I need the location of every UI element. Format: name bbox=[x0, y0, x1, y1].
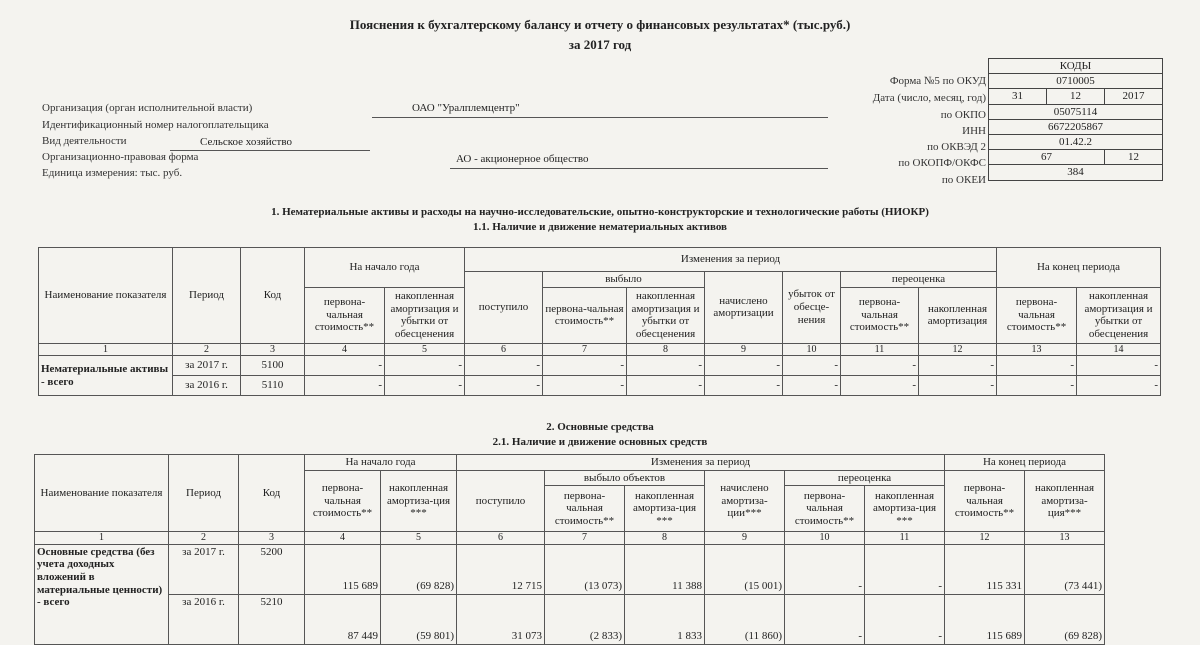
column-number: 7 bbox=[545, 532, 625, 545]
value-cell: - bbox=[997, 376, 1077, 396]
section2-title: 2. Основные средства bbox=[546, 421, 654, 433]
value-cell: - bbox=[305, 356, 385, 376]
value-cell: - bbox=[627, 376, 705, 396]
s2-h-initial12: первона-чальная стоимость** bbox=[945, 470, 1025, 532]
s2-h-amort: начислено амортиза-ции*** bbox=[705, 470, 785, 532]
s1-h-initial11: первона-чальная стоимость** bbox=[841, 287, 919, 343]
s2-h-start: На начало года bbox=[305, 455, 457, 471]
value-cell: (59 801) bbox=[381, 594, 457, 644]
okfs-value: 12 bbox=[1105, 150, 1163, 165]
column-number: 4 bbox=[305, 532, 381, 545]
column-number: 11 bbox=[841, 343, 919, 356]
table-row bbox=[39, 356, 1161, 376]
okved-value: 01.42.2 bbox=[989, 134, 1163, 149]
value-cell: - bbox=[785, 544, 865, 594]
value-cell: (2 833) bbox=[545, 594, 625, 644]
s2-h-code: Код bbox=[239, 455, 305, 532]
s2-h-initial10: первона-чальная стоимость** bbox=[785, 486, 865, 532]
value-cell: (11 860) bbox=[705, 594, 785, 644]
date-year: 2017 bbox=[1105, 89, 1163, 104]
intangible-assets-table bbox=[38, 247, 1161, 396]
okopf-label: по ОКОПФ/ОКФС bbox=[898, 157, 986, 169]
section1-subtitle: 1.1. Наличие и движение нематериальных активов bbox=[472, 221, 727, 233]
column-number: 2 bbox=[169, 532, 239, 545]
report-title: Пояснения к бухгалтерскому балансу и отчету о финансовых результатах* (тыс.руб.) bbox=[349, 17, 851, 32]
value-cell: - bbox=[783, 356, 841, 376]
date-month: 12 bbox=[1047, 89, 1105, 104]
s2-h-accum8: накопленная амортиза-ция *** bbox=[625, 486, 705, 532]
s2-h-received: поступило bbox=[457, 470, 545, 532]
legal-form-label: Организационно-правовая форма bbox=[42, 151, 199, 163]
inn-value: 6672205867 bbox=[989, 119, 1163, 134]
column-number: 10 bbox=[785, 532, 865, 545]
s2-row-name: Основные средства (без учета доходных вложений в материальные ценности) - всего bbox=[35, 544, 169, 644]
value-cell: - bbox=[465, 376, 543, 396]
value-cell: - bbox=[841, 356, 919, 376]
value-cell: - bbox=[1077, 376, 1161, 396]
value-cell: - bbox=[627, 356, 705, 376]
s2-column-numbers bbox=[35, 532, 1105, 545]
s1-h-amort: начислено амортизации bbox=[705, 272, 783, 344]
section1-title: 1. Нематериальные активы и расходы на научно-исследовательские, опытно-конструкторские и технологические работы (НИОКР) bbox=[271, 206, 929, 218]
value-cell: - bbox=[783, 376, 841, 396]
s1-h-initial: первона-чальная стоимость** bbox=[305, 287, 385, 343]
value-cell: - bbox=[543, 356, 627, 376]
value-cell: - bbox=[865, 544, 945, 594]
s1-h-name: Наименование показателя bbox=[39, 248, 173, 344]
s1-h-code: Код bbox=[241, 248, 305, 344]
inn-code-label: ИНН bbox=[962, 125, 986, 137]
codes-table bbox=[988, 58, 1163, 181]
s2-h-end: На конец периода bbox=[945, 455, 1105, 471]
date-day: 31 bbox=[989, 89, 1047, 104]
s2-h-accum13: накопленная амортиза-ция*** bbox=[1025, 470, 1105, 532]
s1-h-end: На конец периода bbox=[997, 248, 1161, 288]
value-cell: - bbox=[1077, 356, 1161, 376]
codes-header: КОДЫ bbox=[989, 59, 1163, 74]
column-number: 6 bbox=[457, 532, 545, 545]
okud-label: Форма №5 по ОКУД bbox=[889, 75, 986, 87]
period-cell: за 2017 г. bbox=[173, 356, 241, 376]
value-cell: - bbox=[919, 356, 997, 376]
code-cell: 5210 bbox=[239, 594, 305, 644]
column-number: 2 bbox=[173, 343, 241, 356]
column-number: 6 bbox=[465, 343, 543, 356]
s2-h-period: Период bbox=[169, 455, 239, 532]
section2-subtitle: 2.1. Наличие и движение основных средств bbox=[492, 436, 708, 448]
column-number: 7 bbox=[543, 343, 627, 356]
column-number: 9 bbox=[705, 343, 783, 356]
s1-h-changes: Изменения за период bbox=[465, 248, 997, 272]
date-label: Дата (число, месяц, год) bbox=[872, 92, 986, 104]
value-cell: (73 441) bbox=[1025, 544, 1105, 594]
s2-h-initial: первона-чальная стоимость** bbox=[305, 470, 381, 532]
activity-value: Сельское хозяйство bbox=[200, 136, 292, 148]
value-cell: - bbox=[785, 594, 865, 644]
value-cell: - bbox=[543, 376, 627, 396]
column-number: 4 bbox=[305, 343, 385, 356]
org-value: ОАО "Уралплемцентр" bbox=[412, 102, 520, 114]
column-number: 10 bbox=[783, 343, 841, 356]
column-number: 14 bbox=[1077, 343, 1161, 356]
s1-h-revalue: переоценка bbox=[841, 272, 997, 288]
s1-h-accum8: накопленная амортизация и убытки от обесценения bbox=[627, 287, 705, 343]
value-cell: 31 073 bbox=[457, 594, 545, 644]
s1-h-loss: убыток от обесце-нения bbox=[783, 272, 841, 344]
column-number: 5 bbox=[381, 532, 457, 545]
value-cell: - bbox=[841, 376, 919, 396]
s1-h-initial7: первона-чальная стоимость** bbox=[543, 287, 627, 343]
value-cell: - bbox=[465, 356, 543, 376]
s2-h-accum: накопленная амортиза-ция *** bbox=[381, 470, 457, 532]
fixed-assets-table bbox=[34, 454, 1105, 645]
column-number: 3 bbox=[241, 343, 305, 356]
code-cell: 5100 bbox=[241, 356, 305, 376]
column-number: 1 bbox=[39, 343, 173, 356]
okei-value: 384 bbox=[989, 165, 1163, 180]
s2-h-revalue: переоценка bbox=[785, 470, 945, 486]
value-cell: 115 689 bbox=[945, 594, 1025, 644]
column-number: 12 bbox=[919, 343, 997, 356]
okopf-value: 67 bbox=[989, 150, 1105, 165]
value-cell: - bbox=[305, 376, 385, 396]
code-cell: 5200 bbox=[239, 544, 305, 594]
column-number: 12 bbox=[945, 532, 1025, 545]
column-number: 5 bbox=[385, 343, 465, 356]
value-cell: - bbox=[705, 376, 783, 396]
s1-row-name: Нематериальные активы - всего bbox=[39, 356, 173, 396]
value-cell: 12 715 bbox=[457, 544, 545, 594]
period-cell: за 2017 г. bbox=[169, 544, 239, 594]
s1-h-accum: накопленная амортизация и убытки от обесценения bbox=[385, 287, 465, 343]
value-cell: - bbox=[385, 376, 465, 396]
value-cell: (69 828) bbox=[1025, 594, 1105, 644]
s1-h-received: поступило bbox=[465, 272, 543, 344]
column-number: 13 bbox=[997, 343, 1077, 356]
value-cell: 87 449 bbox=[305, 594, 381, 644]
table-row bbox=[35, 544, 1105, 594]
period-cell: за 2016 г. bbox=[169, 594, 239, 644]
legal-form-value: АО - акционерное общество bbox=[456, 153, 589, 165]
okei-label: по ОКЕИ bbox=[941, 174, 986, 186]
column-number: 13 bbox=[1025, 532, 1105, 545]
table-row bbox=[35, 594, 1105, 644]
okpo-value: 05075114 bbox=[989, 104, 1163, 119]
okpo-label: по ОКПО bbox=[940, 109, 986, 121]
s2-h-initial7: первона-чальная стоимость** bbox=[545, 486, 625, 532]
column-number: 8 bbox=[625, 532, 705, 545]
s1-h-accum14: накопленная амортизация и убытки от обесценения bbox=[1077, 287, 1161, 343]
s1-h-retired: выбыло bbox=[543, 272, 705, 288]
value-cell: 11 388 bbox=[625, 544, 705, 594]
activity-underline bbox=[170, 150, 370, 151]
okved-label: по ОКВЭД 2 bbox=[927, 141, 986, 153]
s2-h-changes: Изменения за период bbox=[457, 455, 945, 471]
column-number: 9 bbox=[705, 532, 785, 545]
code-cell: 5110 bbox=[241, 376, 305, 396]
s1-h-initial13: первона-чальная стоимость** bbox=[997, 287, 1077, 343]
value-cell: (15 001) bbox=[705, 544, 785, 594]
org-label: Организация (орган исполнительной власти) bbox=[42, 102, 253, 114]
value-cell: - bbox=[705, 356, 783, 376]
value-cell: - bbox=[997, 356, 1077, 376]
value-cell: - bbox=[385, 356, 465, 376]
table-row bbox=[39, 376, 1161, 396]
okud-value: 0710005 bbox=[989, 74, 1163, 89]
s1-h-start: На начало года bbox=[305, 248, 465, 288]
value-cell: - bbox=[919, 376, 997, 396]
s1-column-numbers bbox=[39, 343, 1161, 356]
inn-label: Идентификационный номер налогоплательщика bbox=[42, 119, 269, 131]
report-year: за 2017 год bbox=[568, 37, 632, 52]
column-number: 1 bbox=[35, 532, 169, 545]
value-cell: - bbox=[865, 594, 945, 644]
unit-label: Единица измерения: тыс. руб. bbox=[42, 167, 183, 179]
s2-h-retired: выбыло объектов bbox=[545, 470, 705, 486]
s1-h-period: Период bbox=[173, 248, 241, 344]
s2-h-accum11: накопленная амортиза-ция *** bbox=[865, 486, 945, 532]
value-cell: 115 689 bbox=[305, 544, 381, 594]
legal-form-underline bbox=[450, 168, 828, 169]
column-number: 11 bbox=[865, 532, 945, 545]
org-underline bbox=[372, 117, 828, 118]
value-cell: 115 331 bbox=[945, 544, 1025, 594]
s1-h-accum12: накопленная амортизация bbox=[919, 287, 997, 343]
column-number: 3 bbox=[239, 532, 305, 545]
value-cell: (13 073) bbox=[545, 544, 625, 594]
activity-label: Вид деятельности bbox=[42, 135, 127, 147]
value-cell: (69 828) bbox=[381, 544, 457, 594]
s2-h-name: Наименование показателя bbox=[35, 455, 169, 532]
period-cell: за 2016 г. bbox=[173, 376, 241, 396]
column-number: 8 bbox=[627, 343, 705, 356]
value-cell: 1 833 bbox=[625, 594, 705, 644]
